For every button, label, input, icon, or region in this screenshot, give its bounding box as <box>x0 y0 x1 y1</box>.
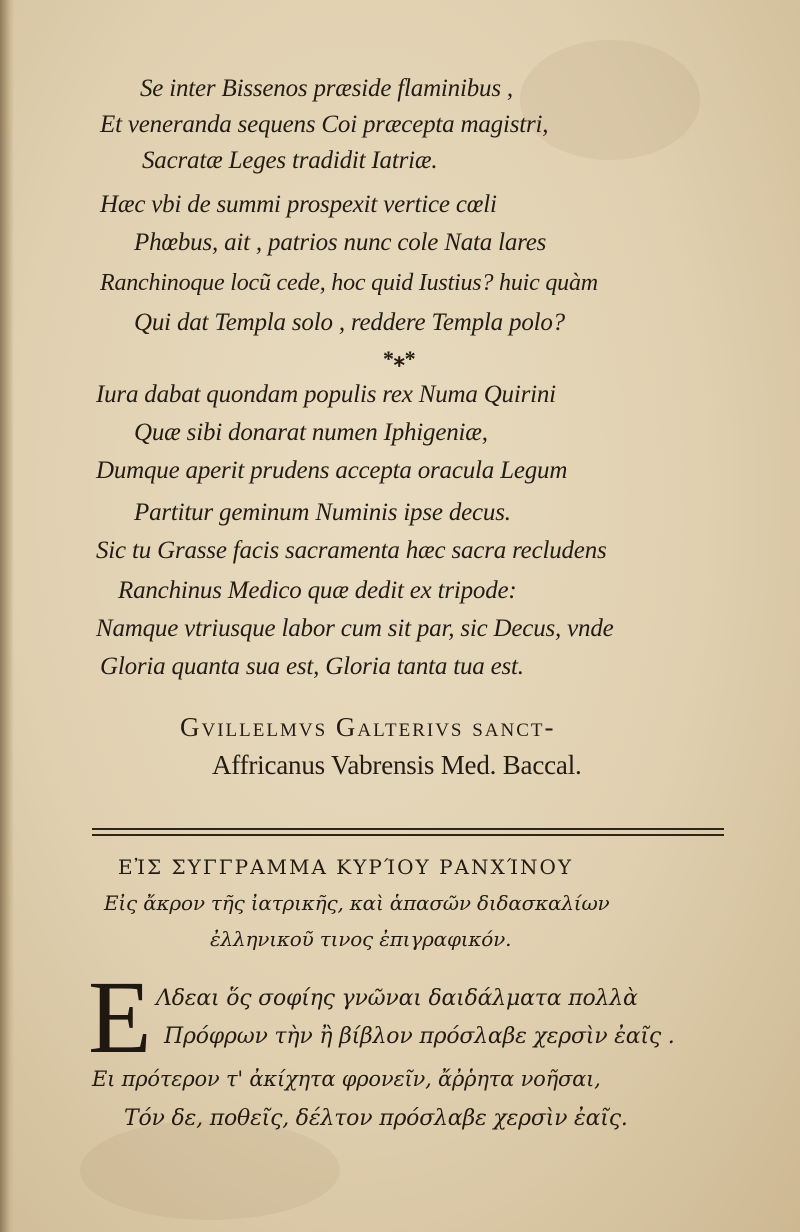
section-divider <box>92 828 724 836</box>
poem2-line: Sic tu Grasse facis sacramenta hæc sacra recludens <box>96 537 607 564</box>
drop-cap-initial: Ε <box>88 960 152 1075</box>
paper-stain <box>80 1120 340 1220</box>
greek-poem-line: Πρόφρων τὴν ἢ βίβλον πρόσλαβε χερσὶν ἐαῖς . <box>164 1024 675 1049</box>
greek-heading-line: ἐλληνικοῦ τινος ἐπιγραφικόν. <box>210 927 512 951</box>
page-gutter-shadow <box>0 0 14 1232</box>
poem2-line: Iura dabat quondam populis rex Numa Quirini <box>96 381 556 408</box>
greek-heading-line: Εἰς ἄκρον τῆς ἰατρικῆς, καὶ ἁπασῶν διδασκαλίων <box>104 891 610 915</box>
poem1-line: Qui dat Templa solo , reddere Templa polo? <box>134 309 565 336</box>
poem1-line: Ranchinoque locũ cede, hoc quid Iustius? huic quàm <box>100 270 598 296</box>
poem2-line: Gloria quanta sua est, Gloria tanta tua est. <box>100 653 524 680</box>
greek-poem-line: Λδεαι ὅς σοφίης γνῶναι δαιδάλματα πολλὰ <box>156 986 638 1011</box>
greek-heading-title: ΕἸΣ ΣΥΓΓΡΑΜΜΑ ΚΥΡΊΟΥ ΡΑΝΧΊΝΟΥ <box>118 855 574 879</box>
asterism: *⁎* <box>383 346 416 371</box>
greek-poem-line: Ει πρότερον τ' ἀκίχητα φρονεῖν, ἄῤῥητα νοῆσαι, <box>92 1067 601 1091</box>
poem2-line: Namque vtriusque labor cum sit par, sic Decus, vnde <box>96 615 614 642</box>
poem2-line: Partitur geminum Numinis ipse decus. <box>134 499 511 526</box>
poem2-line: Quæ sibi donarat numen Iphigeniæ, <box>134 419 488 446</box>
poem2-line: Dumque aperit prudens accepta oracula Legum <box>96 457 568 484</box>
poem1-line: Hæc vbi de summi prospexit vertice cœli <box>100 191 497 218</box>
poem1-line: Se inter Bissenos præside flaminibus , <box>140 75 513 102</box>
paper-stain <box>520 40 700 160</box>
poem1-line: Sacratæ Leges tradidit Iatriæ. <box>142 147 438 174</box>
poem1-line: Phœbus, ait , patrios nunc cole Nata lares <box>134 229 547 256</box>
poem1-line: Et veneranda sequens Coi præcepta magistri, <box>100 111 549 138</box>
poem2-line: Ranchinus Medico quæ dedit ex tripode: <box>118 577 517 604</box>
author-affiliation: Affricanus Vabrensis Med. Baccal. <box>212 750 582 780</box>
author-name: Gvillelmvs Galterivs sanct- <box>180 712 556 742</box>
greek-poem-line: Τόν δε, ποθεῖς, δέλτον πρόσλαβε χερσὶν ἐαῖς. <box>124 1106 628 1131</box>
